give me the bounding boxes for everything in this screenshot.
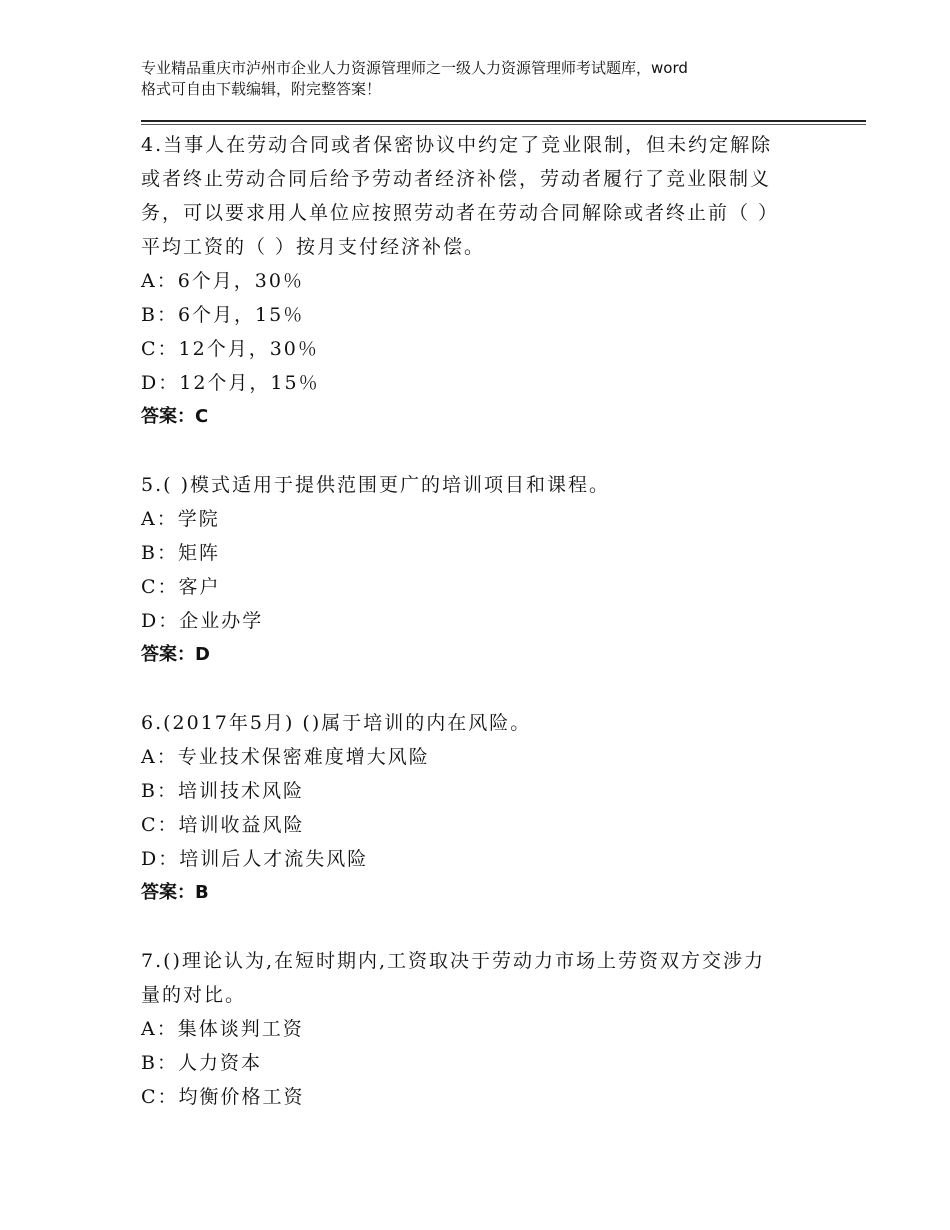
- question-text-line: 6.(2017年5月) ()属于培训的内在风险。: [141, 712, 532, 734]
- option-b: B：矩阵: [141, 542, 220, 564]
- option-d: D：12个月，15％: [141, 372, 320, 394]
- question-text-line: 务，可以要求用人单位应按照劳动者在劳动合同解除或者终止前（ ）: [141, 202, 780, 224]
- question-text-line: 7.()理论认为,在短时期内,工资取决于劳动力市场上劳资双方交涉力: [141, 950, 766, 972]
- question-7: [141, 944, 821, 1114]
- option-b: B：培训技术风险: [141, 780, 304, 802]
- option-c: C：客户: [141, 576, 221, 598]
- question-text-line: 5.( )模式适用于提供范围更广的培训项目和课程。: [141, 474, 610, 496]
- option-a: A：学院: [141, 508, 220, 530]
- question-6: [141, 706, 821, 910]
- header-divider-thick: [141, 120, 866, 122]
- option-c: C：培训收益风险: [141, 814, 305, 836]
- question-text-line: 或者终止劳动合同后给予劳动者经济补偿，劳动者履行了竞业限制义: [141, 168, 772, 190]
- question-4: [141, 128, 821, 434]
- question-text-line: 平均工资的（ ）按月支付经济补偿。: [141, 236, 486, 258]
- question-5: [141, 468, 821, 672]
- question-text-line: 4.当事人在劳动合同或者保密协议中约定了竞业限制，但未约定解除: [141, 134, 773, 156]
- option-a: A：集体谈判工资: [141, 1018, 304, 1040]
- question-list: [141, 128, 821, 1148]
- question-text-line: 量的对比。: [141, 984, 247, 1006]
- answer-label: 答案：D: [141, 644, 210, 665]
- option-a: A：专业技术保密难度增大风险: [141, 746, 430, 768]
- answer-label: 答案：B: [141, 882, 209, 903]
- option-d: D：企业办学: [141, 610, 264, 632]
- option-b: B：人力资本: [141, 1052, 262, 1074]
- option-c: C：12个月，30％: [141, 338, 319, 360]
- answer-label: 答案：C: [141, 406, 209, 427]
- option-b: B：6个月，15％: [141, 304, 305, 326]
- option-c: C：均衡价格工资: [141, 1086, 305, 1108]
- header-line-2: 格式可自由下载编辑，附完整答案！: [141, 80, 382, 98]
- header-line-1: 专业精品重庆市泸州市企业人力资源管理师之一级人力资源管理师考试题库，word: [141, 59, 688, 77]
- header-divider-thin: [141, 124, 866, 125]
- document-header: [141, 58, 841, 100]
- option-a: A：6个月，30％: [141, 270, 304, 292]
- option-d: D：培训后人才流失风险: [141, 848, 369, 870]
